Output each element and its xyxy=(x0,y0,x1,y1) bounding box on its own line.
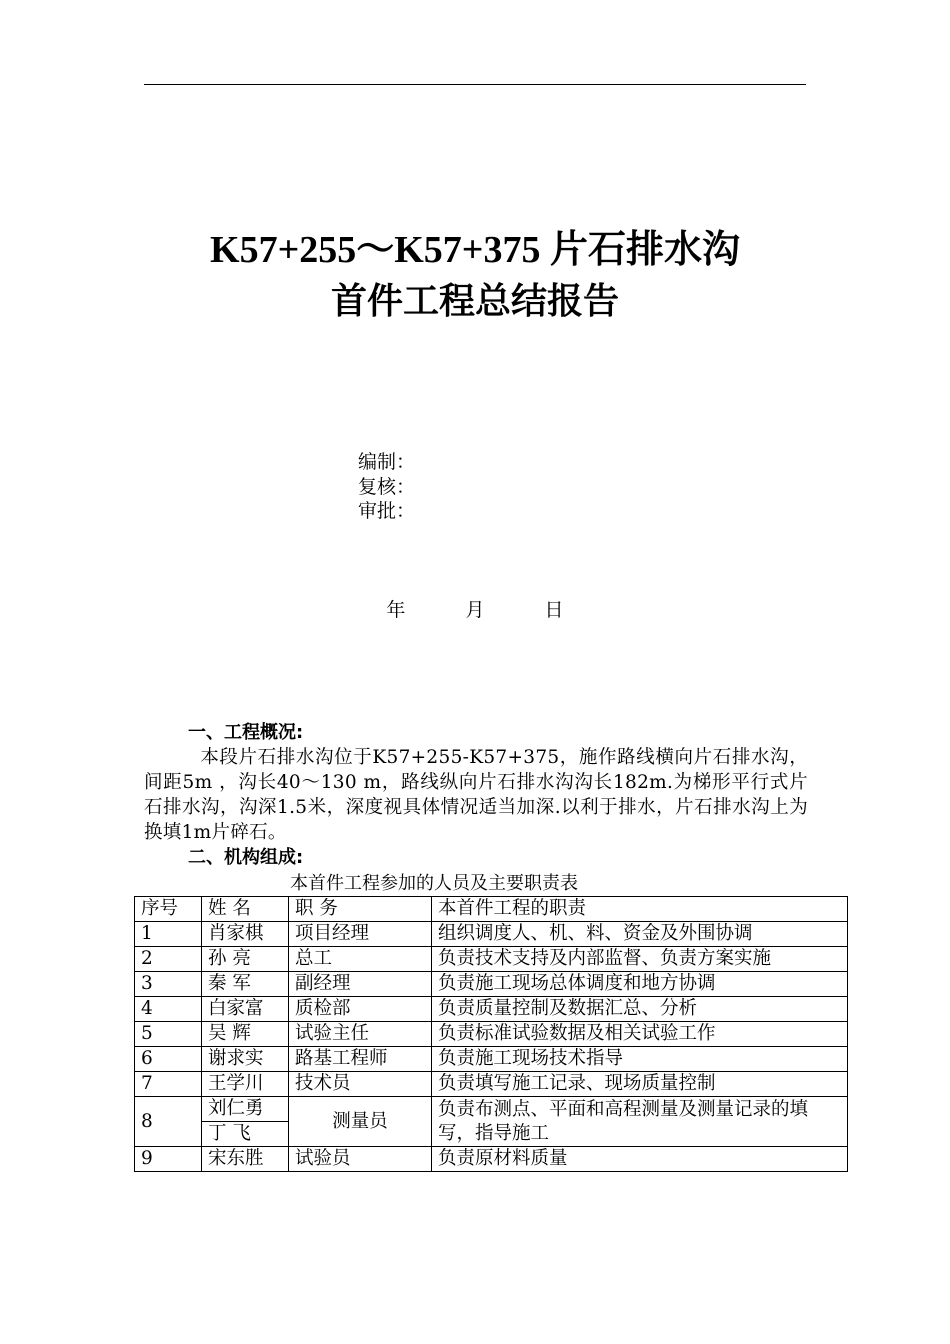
table-row xyxy=(135,922,848,947)
cell-no: 6 xyxy=(135,1047,202,1072)
date-month: 月 xyxy=(465,599,485,621)
cell-position: 测量员 xyxy=(289,1097,432,1147)
table-row xyxy=(135,1072,848,1097)
table-row xyxy=(135,997,848,1022)
col-header-position: 职 务 xyxy=(289,897,432,922)
cell-duty: 负责施工现场技术指导 xyxy=(432,1047,848,1072)
cell-name: 宋东胜 xyxy=(202,1147,289,1172)
cell-name: 肖家棋 xyxy=(202,922,289,947)
col-header-no: 序号 xyxy=(135,897,202,922)
cell-duty: 负责布测点、平面和高程测量及测量记录的填写，指导施工 xyxy=(432,1097,848,1147)
approved-by-label: 审批： xyxy=(358,500,416,522)
cell-duty: 负责技术支持及内部监督、负责方案实施 xyxy=(432,947,848,972)
table-row xyxy=(135,1147,848,1172)
cell-duty: 负责质量控制及数据汇总、分析 xyxy=(432,997,848,1022)
cell-position: 总工 xyxy=(289,947,432,972)
cell-name: 丁 飞 xyxy=(202,1122,289,1147)
cell-position: 试验员 xyxy=(289,1147,432,1172)
section1-body xyxy=(144,745,808,845)
cell-no: 7 xyxy=(135,1072,202,1097)
cell-no: 2 xyxy=(135,947,202,972)
reviewed-by-label: 复核： xyxy=(358,476,416,498)
cell-position: 副经理 xyxy=(289,972,432,997)
cell-no: 3 xyxy=(135,972,202,997)
cell-name: 孙 亮 xyxy=(202,947,289,972)
cell-duty: 负责标准试验数据及相关试验工作 xyxy=(432,1022,848,1047)
cell-no: 5 xyxy=(135,1022,202,1047)
cell-position: 试验主任 xyxy=(289,1022,432,1047)
cell-name: 王学川 xyxy=(202,1072,289,1097)
cell-position: 质检部 xyxy=(289,997,432,1022)
cell-no: 8 xyxy=(135,1097,202,1147)
table-row xyxy=(135,972,848,997)
section2-heading: 二、机构组成: xyxy=(188,847,304,868)
date-line xyxy=(0,597,950,623)
cell-duty: 负责填写施工记录、现场质量控制 xyxy=(432,1072,848,1097)
report-title-line2: 首件工程总结报告 xyxy=(330,281,619,322)
date-day: 日 xyxy=(544,599,564,621)
cell-no: 4 xyxy=(135,997,202,1022)
cell-duty: 负责原材料质量 xyxy=(432,1147,848,1172)
cell-name: 秦 军 xyxy=(202,972,289,997)
table-row xyxy=(135,1097,848,1122)
compiled-by-label: 编制： xyxy=(358,451,416,473)
table-row xyxy=(135,947,848,972)
cell-position: 技术员 xyxy=(289,1072,432,1097)
date-year: 年 xyxy=(386,599,406,621)
report-title-line1: K57+255～K57+375 片石排水沟 xyxy=(210,229,740,271)
col-header-name: 姓 名 xyxy=(202,897,289,922)
cell-duty: 组织调度人、机、料、资金及外围协调 xyxy=(432,922,848,947)
cell-name: 吴 辉 xyxy=(202,1022,289,1047)
col-header-duty: 本首件工程的职责 xyxy=(432,897,848,922)
cell-name: 刘仁勇 xyxy=(202,1097,289,1122)
cell-position: 路基工程师 xyxy=(289,1047,432,1072)
cell-position: 项目经理 xyxy=(289,922,432,947)
cell-name: 谢求实 xyxy=(202,1047,289,1072)
cell-name: 白家富 xyxy=(202,997,289,1022)
cell-no: 1 xyxy=(135,922,202,947)
table-row xyxy=(135,1047,848,1072)
table-row xyxy=(135,1022,848,1047)
section1-text: 本段片石排水沟位于K57+255-K57+375，施作路线横向片石排水沟，间距5m ，沟长40～130 m，路线纵向片石排水沟沟长182m.为梯形平行式片石排水沟，沟深1.5米，深度视具体情况适当加深.以利于排水，片石排水沟上为换填1m片碎石。 xyxy=(144,747,808,843)
table-caption: 本首件工程参加的人员及主要职责表 xyxy=(290,873,578,894)
section1-heading: 一、工程概况: xyxy=(188,722,304,743)
table-header-row xyxy=(135,897,848,922)
cell-duty: 负责施工现场总体调度和地方协调 xyxy=(432,972,848,997)
header-rule xyxy=(144,84,806,85)
personnel-table xyxy=(134,896,848,1172)
cell-no: 9 xyxy=(135,1147,202,1172)
